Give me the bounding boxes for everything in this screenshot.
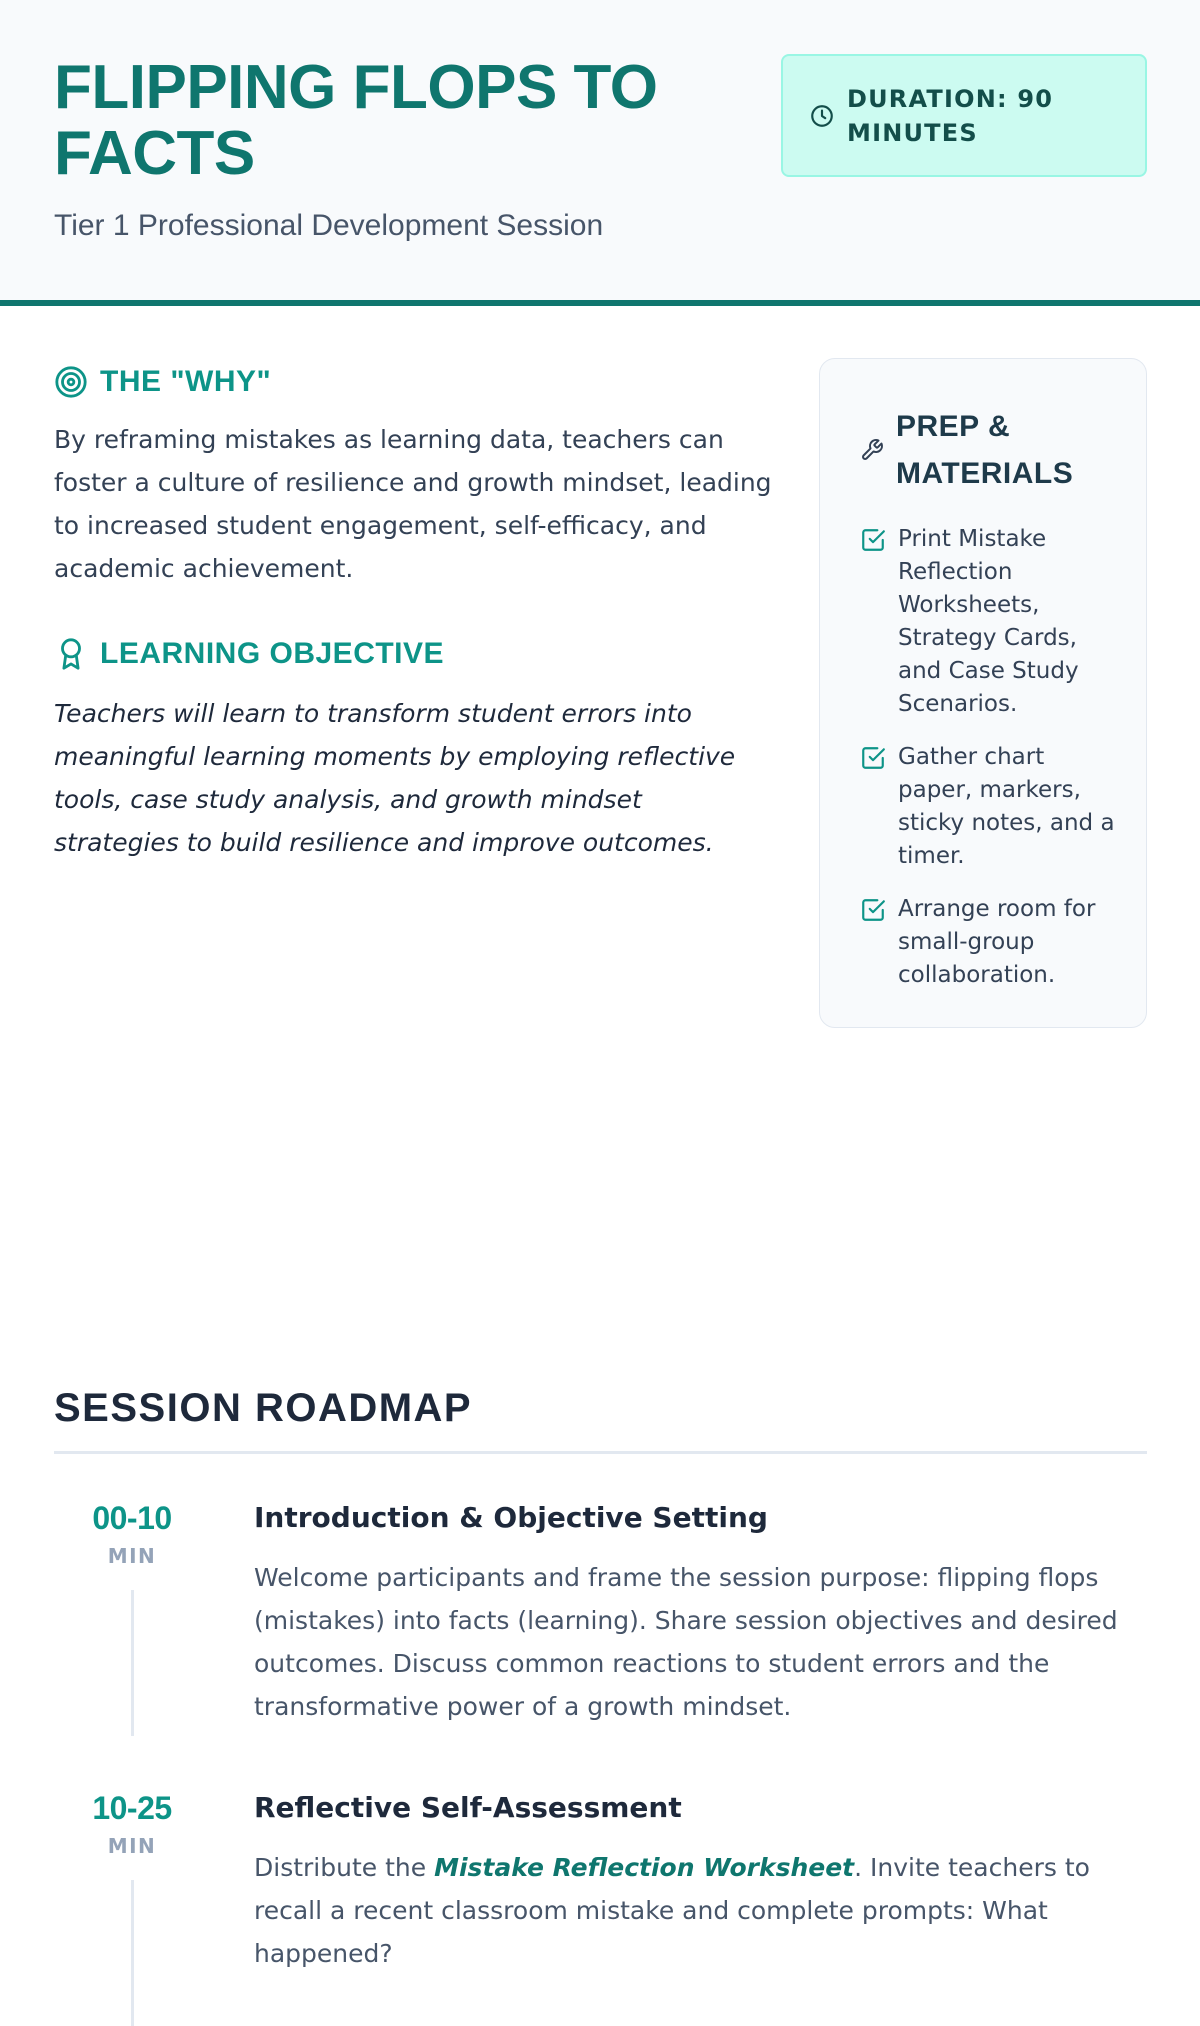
- worksheet-reference: Mistake Reflection Worksheet: [434, 1853, 855, 1882]
- step-time-range: 00-10: [92, 1500, 172, 1536]
- step-text: [254, 1846, 1147, 1975]
- checkbox-checked-icon: [860, 897, 886, 923]
- step-time-unit: MIN: [107, 1544, 157, 1568]
- objective-heading-label: LEARNING OBJECTIVE: [100, 637, 445, 670]
- step-title: Introduction & Objective Setting: [254, 1501, 768, 1534]
- timeline-line: [131, 1590, 134, 1736]
- prep-item: [860, 893, 1122, 992]
- prep-item-text: Gather chart paper, markers, sticky notes, and a timer.: [898, 744, 1115, 869]
- step-title: Reflective Self-Assessment: [254, 1791, 682, 1824]
- step-time: [54, 1788, 254, 1975]
- why-heading: [54, 362, 774, 402]
- checkbox-checked-icon: [860, 527, 886, 553]
- step-text-before: Distribute the: [254, 1853, 435, 1882]
- step-text: Welcome participants and frame the session purpose: flipping flops (mistakes) into facts (learning). Share session objectives and desired outcomes. Discuss common reactions to student errors and the transformative power of a growth mindset.: [254, 1563, 1118, 1721]
- prep-item-text: Arrange room for small-group collaboration.: [898, 896, 1096, 988]
- page-subtitle: Tier 1 Professional Development Session: [54, 209, 604, 242]
- award-icon: [54, 637, 88, 671]
- page-title: FLIPPING FLOPS TO FACTS: [54, 53, 658, 188]
- why-text: By reframing mistakes as learning data, teachers can foster a culture of resilience and growth mindset, leading to increased student engagement, self-efficacy, and academic achievement.: [54, 425, 772, 583]
- duration-badge: [781, 54, 1147, 177]
- step-content: [254, 1498, 1147, 1728]
- step-time: [54, 1498, 254, 1728]
- checkbox-checked-icon: [860, 745, 886, 771]
- step-content: [254, 1788, 1147, 1975]
- duration-text: DURATION: 90 MINUTES: [847, 84, 1054, 147]
- wrench-icon: [860, 438, 884, 462]
- step-time-range: 10-25: [92, 1790, 172, 1826]
- prep-item: [860, 523, 1122, 721]
- timeline-line: [131, 1880, 134, 2026]
- prep-materials-card: [819, 358, 1147, 1028]
- roadmap-step: [54, 1498, 1147, 1728]
- objective-heading: [54, 634, 774, 674]
- prep-heading-label: PREP & MATERIALS: [896, 410, 1074, 490]
- clock-icon: [809, 103, 835, 129]
- page-header: [0, 0, 1200, 306]
- step-time-unit: MIN: [107, 1834, 157, 1858]
- target-icon: [54, 365, 88, 399]
- prep-item-text: Print Mistake Reflection Worksheets, Strategy Cards, and Case Study Scenarios.: [898, 526, 1079, 717]
- roadmap-heading: SESSION ROADMAP: [54, 1386, 1147, 1454]
- objective-text: Teachers will learn to transform student errors into meaningful learning moments by employing reflective tools, case study analysis, and growth mindset strategies to build resilience and improve outcomes.: [54, 699, 736, 857]
- prep-heading: [860, 403, 1122, 497]
- roadmap-step: [54, 1788, 1147, 1975]
- why-heading-label: THE "WHY": [100, 365, 272, 398]
- prep-list: [860, 523, 1122, 992]
- left-column: [54, 362, 774, 864]
- prep-item: [860, 741, 1122, 873]
- step-text-after: . Invite teachers to recall a recent classroom mistake and complete prompts: What happened?: [254, 1853, 1090, 1968]
- session-roadmap: [54, 1386, 1147, 1975]
